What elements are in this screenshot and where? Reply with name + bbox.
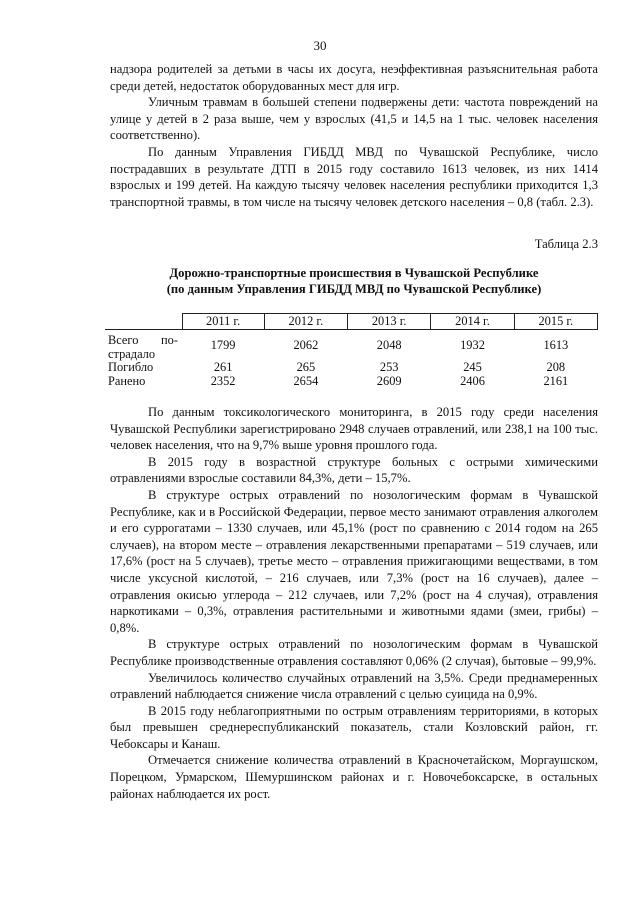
paragraph: В 2015 году неблагоприятными по острым отравлениям территориями, в которых был превышен среднереспубликанский показатель, стали Козловский район, гг. Чебоксары и Канаш. [110, 703, 598, 751]
table-row [105, 361, 598, 375]
row-label-part: по- [161, 333, 178, 347]
table-header-row [105, 314, 598, 330]
row-label: Погибло [108, 360, 154, 374]
table-cell: 261 [213, 360, 233, 374]
table-cell: 2609 [376, 373, 402, 388]
column-header: 2012 г. [264, 314, 347, 330]
table-label: Таблица 2.3 [534, 237, 598, 251]
paragraph: В структуре острых отравлений по нозологическим формам в Чувашской Республике, как и в Российской Федерации, первое место занимают отравления алкоголем и его суррогатами – 1330 случаев, или 45,1% (рост по сравнению с 2014 годом на 265 случаев), на втором месте – отравления лекарственными препаратами – 519 случаев, или 17,6% (рост на 5 случаев), третье место – отравления прижигающими веществами, в том числе уксусной кислотой, – 216 случаев, или 7,3% (рост на 16 случаев), далее – отравления окисью углерода – 212 случаев, или 7,2% (рост на 4 случая), отравления наркотиками – 0,3%, отравления растительными и животными ядами (змеи, грибы) – 0,8%. [110, 487, 598, 635]
table-cell: 1799 [210, 337, 236, 352]
row-label-part: страдало [108, 346, 156, 361]
body-text [110, 404, 598, 802]
column-header: 2015 г. [514, 314, 597, 330]
table-title-line: Дорожно-транспортные происшествия в Чувашской Республике [169, 266, 539, 280]
table-cell: 2062 [293, 337, 319, 352]
column-header: 2013 г. [348, 314, 431, 330]
paragraph: По данным Управления ГИБДД МВД по Чувашской Республике, число пострадавших в результате ДТП в 2015 году составило 1613 человек, из них 1414 взрослых и 199 детей. На каждую тысячу человек населения республики приходится 1,3 транспортной травмы, в том числе на тысячу человек детского населения – 0,8 (табл. 2.3). [110, 144, 598, 209]
paragraph: Отмечается снижение количества отравлений в Красночетайском, Моргаушском, Порецком, Урмарском, Шемуршинском районах и г. Новочебоксарске, в остальных районах наблюдается их рост. [110, 753, 598, 801]
table-title [110, 265, 598, 297]
table-cell: 2352 [210, 373, 236, 388]
table-row [105, 375, 598, 389]
table-cell: 208 [546, 360, 566, 374]
paragraph: В структуре острых отравлений по нозологическим формам в Чувашской Республике производственные отравления составляют 0,06% (2 случая), бытовые – 99,9%. [110, 637, 598, 668]
paragraph: Увеличилось количество случайных отравлений на 3,5%. Среди преднамеренных отравлений наблюдается снижение числа отравлений с целью суицида на 0,9%. [110, 670, 598, 702]
row-label [105, 330, 182, 362]
table-cell: 2406 [460, 373, 485, 388]
row-label-part: Всего [108, 333, 139, 347]
table-cell: 265 [296, 360, 316, 374]
column-header: 2011 г. [182, 314, 264, 330]
page-number: 30 [313, 38, 327, 53]
accident-table [105, 313, 598, 388]
table-row [105, 330, 598, 362]
table-cell: 253 [379, 360, 399, 374]
table-cell: 1613 [543, 337, 569, 352]
table-cell: 1932 [460, 337, 485, 352]
table-title-line: (по данным Управления ГИБДД МВД по Чувашской Республике) [166, 282, 542, 296]
table-cell: 2654 [293, 373, 319, 388]
column-header: 2014 г. [431, 314, 514, 330]
intro-text [110, 61, 598, 210]
row-label: Ранено [108, 373, 146, 388]
table-cell: 245 [463, 360, 482, 374]
paragraph: В 2015 году в возрастной структуре больных с острыми химическими отравлениями взрослые составили 84,3%, дети – 15,7%. [110, 454, 598, 486]
paragraph: Уличным травмам в большей степени подвержены дети: частота повреждений на улице у детей в 2 раза выше, чем у взрослых (41,5 и 14,5 на 1 тыс. человек населения соответственно). [110, 95, 598, 143]
table-cell: 2161 [543, 373, 569, 388]
table-cell: 2048 [376, 337, 402, 352]
table-corner-cell [105, 314, 182, 330]
paragraph: По данным токсикологического мониторинга, в 2015 году среди населения Чувашской Республики зарегистрировано 2948 случаев отравлений, или 238,1 на 100 тыс. человек населения, что на 9,7% выше уровня прошлого года. [110, 405, 598, 453]
paragraph: надзора родителей за детьми в часы их досуга, неэффективная разъяснительная работа среди детей, недостаток оборудованных мест для игр. [110, 62, 598, 93]
